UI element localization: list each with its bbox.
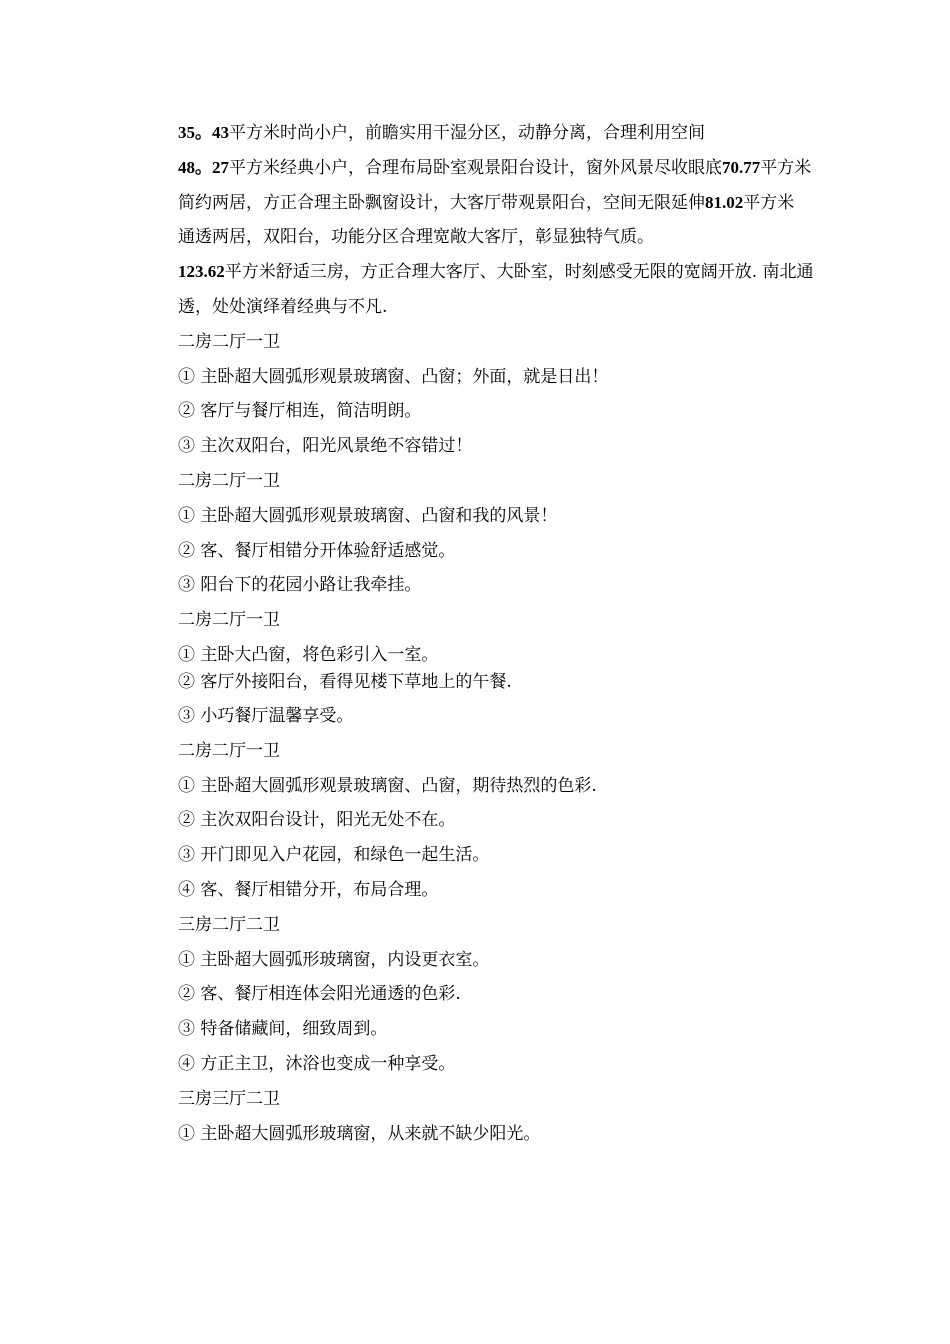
unit-title: 二房二厅一卫: [178, 331, 280, 352]
unit-title: 二房二厅一卫: [178, 470, 280, 491]
unit-feature: ① 主卧大凸窗，将色彩引入一室。: [178, 644, 439, 665]
unit-title: 三房三厅二卫: [178, 1088, 280, 1109]
intro-paragraph-48: [178, 151, 814, 186]
unit-feature: ③ 特备储藏间，细致周到。: [178, 1019, 388, 1040]
unit-title: 三房二厅二卫: [178, 914, 280, 935]
unit-feature: ② 客厅与餐厅相连，简洁明朗。: [178, 401, 422, 422]
area-number: 35。43: [178, 123, 229, 142]
paragraph-text: 平方米时尚小户，前瞻实用干湿分区，动静分离，合理利用空间: [229, 123, 705, 143]
unit-feature: ② 主次双阳台设计，阳光无处不在。: [178, 810, 456, 831]
intro-paragraph-123: [178, 255, 814, 325]
paragraph-text: 平方米经典小户，合理布局卧室观景阳台设计，窗外风景尽收眼底: [229, 157, 722, 178]
unit-feature: ③ 开门即见入户花园，和绿色一起生活。: [178, 845, 490, 866]
unit-feature: ② 客、餐厅相连体会阳光通透的色彩.: [178, 984, 461, 1005]
unit-feature: ① 主卧超大圆弧形观景玻璃窗、凸窗；外面，就是日出！: [178, 366, 609, 387]
unit-feature: ③ 主次双阳台，阳光风景绝不容错过！: [178, 436, 473, 457]
paragraph-text: 平方米: [760, 157, 812, 178]
unit-feature: ② 客厅外接阳台，看得见楼下草地上的午餐.: [178, 671, 512, 692]
area-number: 81.02: [705, 192, 744, 212]
intro-paragraph-70: [178, 186, 814, 221]
area-number: 70.77: [722, 157, 761, 177]
unit-feature: ① 主卧超大圆弧形玻璃窗，内设更衣室。: [178, 949, 490, 970]
paragraph-text: 通透两居，双阳台，功能分区合理宽敞大客厅，彰显独特气质。: [178, 227, 654, 248]
unit-feature: ① 主卧超大圆弧形观景玻璃窗、凸窗和我的风景！: [178, 505, 558, 526]
intro-paragraph-81: [178, 220, 814, 255]
unit-feature: ③ 小巧餐厅温馨享受。: [178, 705, 354, 726]
paragraph-text: 平方米: [743, 192, 795, 213]
unit-title: 二房二厅一卫: [178, 610, 280, 631]
paragraph-text: 平方米舒适三房，方正合理大客厅、大卧室，时刻感受无限的宽阔开放. 南北通透，处处演绎着经典与不凡.: [178, 262, 814, 317]
paragraph-text: 简约两居，方正合理主卧飘窗设计，大客厅带观景阳台，空间无限延伸: [178, 192, 705, 213]
unit-feature: ① 主卧超大圆弧形玻璃窗，从来就不缺少阳光。: [178, 1123, 541, 1144]
intro-paragraph-35: [178, 116, 814, 151]
unit-feature: ③ 阳台下的花园小路让我牵挂。: [178, 575, 422, 596]
document-body: [178, 116, 814, 1151]
unit-feature: ② 客、餐厅相错分开体验舒适感觉。: [178, 540, 456, 561]
unit-feature: ④ 客、餐厅相错分开，布局合理。: [178, 879, 439, 900]
unit-title: 二房二厅一卫: [178, 740, 280, 761]
unit-feature: ① 主卧超大圆弧形观景玻璃窗、凸窗，期待热烈的色彩.: [178, 775, 597, 796]
area-number: 48。27: [178, 157, 229, 177]
area-number: 123.62: [178, 262, 225, 282]
unit-feature: ④ 方正主卫，沐浴也变成一种享受。: [178, 1053, 456, 1074]
